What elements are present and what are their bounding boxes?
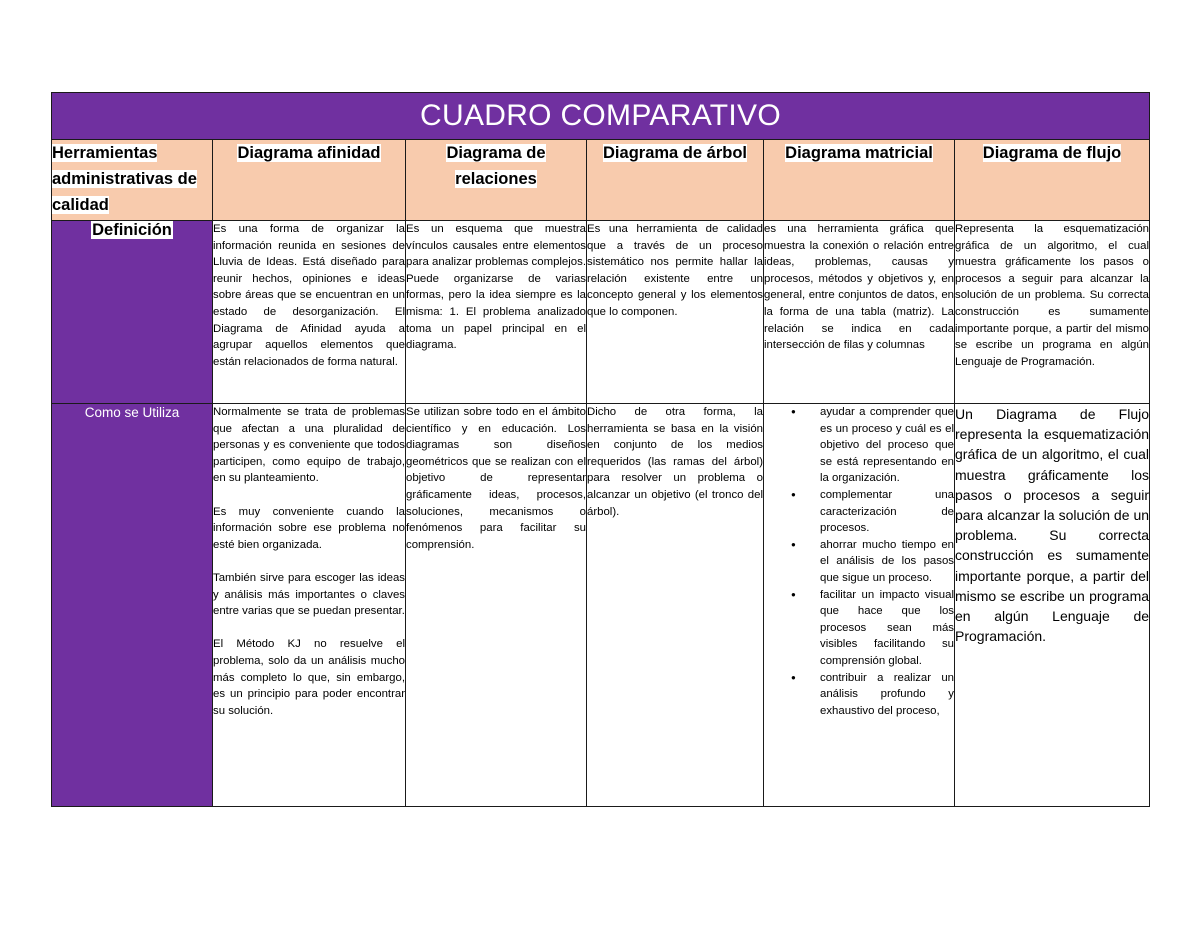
header-diagrama-afinidad: Diagrama afinidad [213, 140, 406, 221]
definicion-relaciones: Es un esquema que muestra vínculos causales entre elementos para analizar problemas complejos. Puede organizarse de varias formas, pero la idea siempre es la misma: 1. El problema analizado toma un papel principal en el diagrama. [406, 221, 587, 404]
uso-afinidad-parrafo-1: Normalmente se trata de problemas que afectan a una pluralidad de personas y es conveniente que todos participen, como equipo de trabajo, en su planteamiento. [213, 406, 405, 485]
uso-matricial-lista [764, 404, 954, 719]
uso-matricial [764, 404, 955, 807]
header-diagrama-arbol: Diagrama de árbol [587, 140, 764, 221]
header-herramientas: Herramientas administrativas de calidad [52, 140, 213, 221]
uso-arbol: Dicho de otra forma, la herramienta se basa en la visión en conjunto de los medios requeridos (las ramas del árbol) para resolver un problema o alcanzar un objetivo (el tronco del árbol). [587, 404, 764, 807]
definicion-flujo: Representa la esquematización gráfica de un algoritmo, el cual muestra gráficamente los pasos o procesos a seguir para alcanzar la solución de un problema. Su correcta construcción es sumamente importante porque, a partir del mismo se escribe un programa en algún Lenguaje de Programación. [955, 221, 1150, 404]
row-label-definicion: Definición [52, 221, 213, 404]
definicion-afinidad: Es una forma de organizar la información reunida en sesiones de Lluvia de Ideas. Está diseñado para reunir hechos, opiniones e ideas sobre áreas que se encuentran en un estado de desorganización. El Diagrama de Afinidad ayuda a agrupar aquellos elementos que están relacionados de forma natural. [213, 221, 406, 404]
list-item: ● complementar una caracterización de procesos. [820, 487, 954, 537]
uso-afinidad [213, 404, 406, 807]
list-item: ● contribuir a realizar un análisis profundo y exhaustivo del proceso, [820, 670, 954, 720]
table-title: CUADRO COMPARATIVO [52, 93, 1150, 140]
uso-afinidad-parrafo-4: El Método KJ no resuelve el problema, solo da un análisis mucho más completo lo que, sin embargo, es un principio para poder encontrar su solución. [213, 638, 405, 717]
row-label-como-se-utiliza: Como se Utiliza [52, 404, 213, 807]
table-row-definicion [52, 221, 1150, 404]
uso-afinidad-parrafo-3: También sirve para escoger las ideas y análisis más importantes o claves entre varias que se puedan presentar. [213, 571, 405, 618]
comparison-table [51, 92, 1150, 807]
table-row-como-se-utiliza [52, 404, 1150, 807]
definicion-arbol: Es una herramienta de calidad que a través de un proceso sistemático nos permite hallar la relación existente entre un concepto general y los elementos que lo componen. [587, 221, 764, 404]
list-item: ● ahorrar mucho tiempo en el análisis de los pasos que sigue un proceso. [820, 537, 954, 587]
header-diagrama-matricial: Diagrama matricial [764, 140, 955, 221]
definicion-matricial: es una herramienta gráfica que muestra la conexión o relación entre ideas, problemas, causas y procesos, métodos y objetivos y, en general, entre conjuntos de datos, en la forma de una tabla (matriz). La relación se indica en cada intersección de filas y columnas [764, 221, 955, 404]
header-diagrama-relaciones: Diagrama de relaciones [406, 140, 587, 221]
header-diagrama-flujo: Diagrama de flujo [955, 140, 1150, 221]
list-item: ● ayudar a comprender que es un proceso y cuál es el objetivo del proceso que se está representando en la organización. [820, 404, 954, 487]
uso-afinidad-parrafo-2: Es muy conveniente cuando la información sobre ese problema no esté bien organizada. [213, 505, 405, 551]
list-item: ● facilitar un impacto visual que hace que los procesos sean más visibles facilitando su comprensión global. [820, 587, 954, 670]
uso-relaciones: Se utilizan sobre todo en el ámbito científico y en educación. Los diagramas son diseños geométricos que se realizan con el objetivo de representar gráficamente ideas, procesos, soluciones, mecanismos o fenómenos para facilitar su comprensión. [406, 404, 587, 807]
uso-flujo: Un Diagrama de Flujo representa la esquematización gráfica de un algoritmo, el cual muestra gráficamente los pasos o procesos a seguir para alcanzar la solución de un problema. Su correcta construcción es sumamente importante porque, a partir del mismo se escribe un programa en algún Lenguaje de Programación. [955, 404, 1150, 807]
